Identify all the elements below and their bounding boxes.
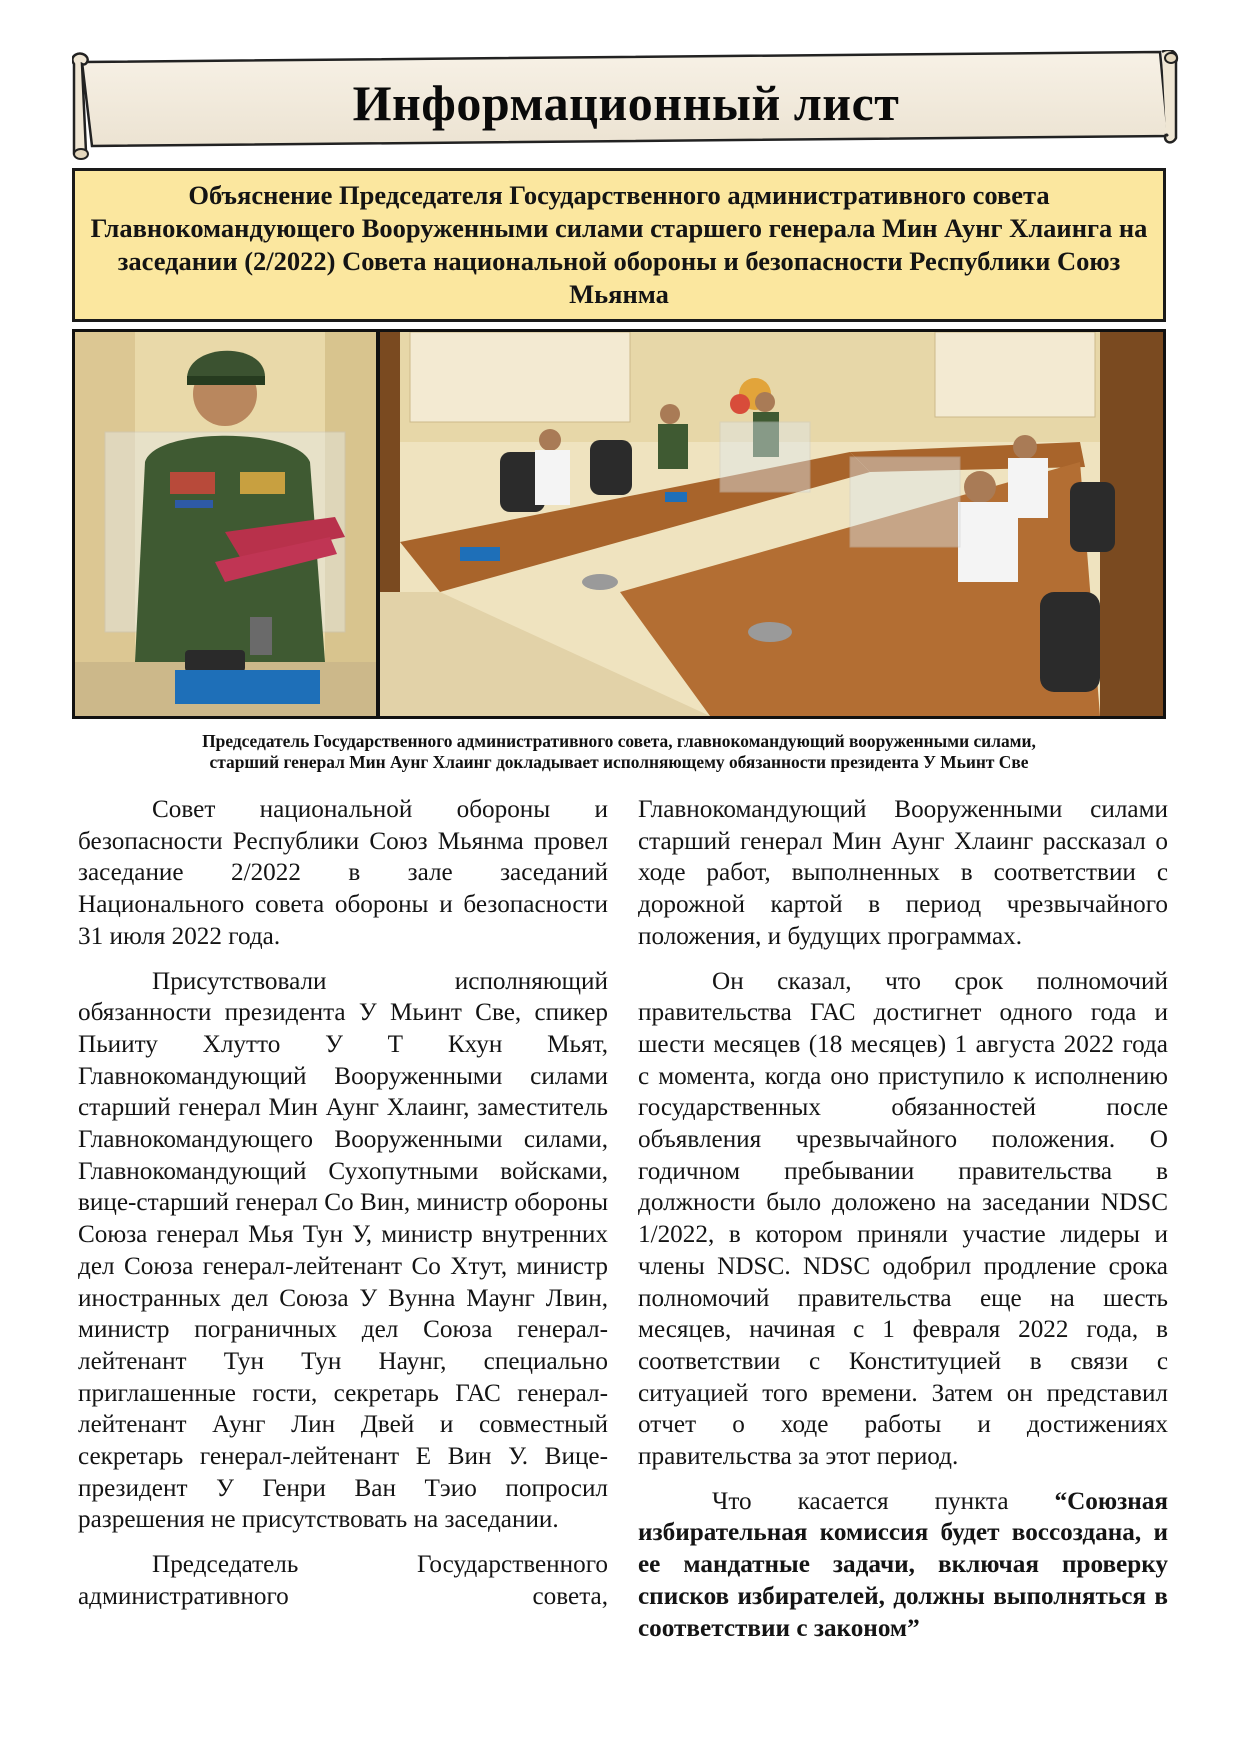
photo-meeting xyxy=(380,332,1163,716)
photo-commander xyxy=(75,332,380,716)
quoted-item: “Союзная избирательная комиссия будет воссоздана, и ее мандатные задачи, включая проверку списков избирателей, должны выполняться в соответствии с законом” xyxy=(638,1487,1168,1642)
paragraph: Он сказал, что срок полномочий правительства ГАС достигнет одного года и шести месяцев (18 месяцев) 1 августа 2022 года с момента, когда оно приступило к исполнению государственных обязанностей после объявления чрезвычайного положения. О годичном пребывании правительства в должности было доложено на заседании NDSC 1/2022, в котором приняли участие лидеры и члены NDSC. NDSC одобрил продление срока полномочий правительства еще на шесть месяцев, начиная с 1 февраля 2022 года, в соответствии с Конституцией в связи с ситуацией того времени. Затем он представил отчет о ходе работы и достижениях правительства за этот период. xyxy=(638,967,1168,1471)
photo-frame xyxy=(72,329,1166,719)
paragraph-bold-quote xyxy=(638,1486,1168,1645)
caption-line-1: Председатель Государственного административного совета, главнокомандующий вооруженными силами, xyxy=(202,731,1036,751)
caption-line-2: старший генерал Мин Аунг Хлаинг докладывает исполняющему обязанности президента У Мьинт Све xyxy=(209,752,1029,772)
paragraph-lead: Что касается пункта xyxy=(712,1487,1055,1515)
paragraph: Совет национальной обороны и безопасности Республики Союз Мьянма провел заседание 2/2022 в зале заседаний Национального совета обороны и безопасности 31 июля 2022 года. xyxy=(78,796,608,950)
headline-text: Объяснение Председателя Государственного административного совета Главнокомандующего Вооруженными силами старшего генерала Мин Аунг Хлаинга на заседании (2/2022) Совета национальной обороны и безопасности Республики Союз Мьянма xyxy=(90,180,1148,309)
page-title: Информационный лист xyxy=(352,75,900,131)
headline-box xyxy=(72,168,1166,322)
paragraph: Главнокомандующий Вооруженными силами старший генерал Мин Аунг Хлаинг рассказал о ходе работ, выполненных в соответствии с дорожной картой в период чрезвычайного положения, и будущих программах. xyxy=(638,796,1168,950)
photo-caption xyxy=(72,731,1166,773)
article-column-right xyxy=(638,794,1168,1644)
title-banner xyxy=(72,50,1180,162)
paragraph: Председатель Государственного административного совета, xyxy=(78,1551,608,1610)
article-column-left xyxy=(78,794,608,1613)
paragraph: Присутствовали исполняющий обязанности президента У Мьинт Све, спикер Пьииту Хлутто У Т Кхун Мьят, Главнокомандующий Вооруженными силами старший генерал Мин Аунг Хлаинг, заместитель Главнокомандующего Вооруженными силами, Главнокомандующий Сухопутными войсками, вице-старший генерал Со Вин, министр обороны Союза генерал Мья Тун У, министр внутренних дел Союза генерал-лейтенант Со Хтут, министр иностранных дел Союза У Вунна Маунг Лвин, министр пограничных дел Союза генерал-лейтенант Тун Тун Наунг, специально приглашенные гости, секретарь ГАС генерал-лейтенант Аунг Лин Двей и совместный секретарь генерал-лейтенант Е Вин У. Вице-президент У Генри Ван Тэио попросил разрешения не присутствовать на заседании. xyxy=(78,967,608,1534)
